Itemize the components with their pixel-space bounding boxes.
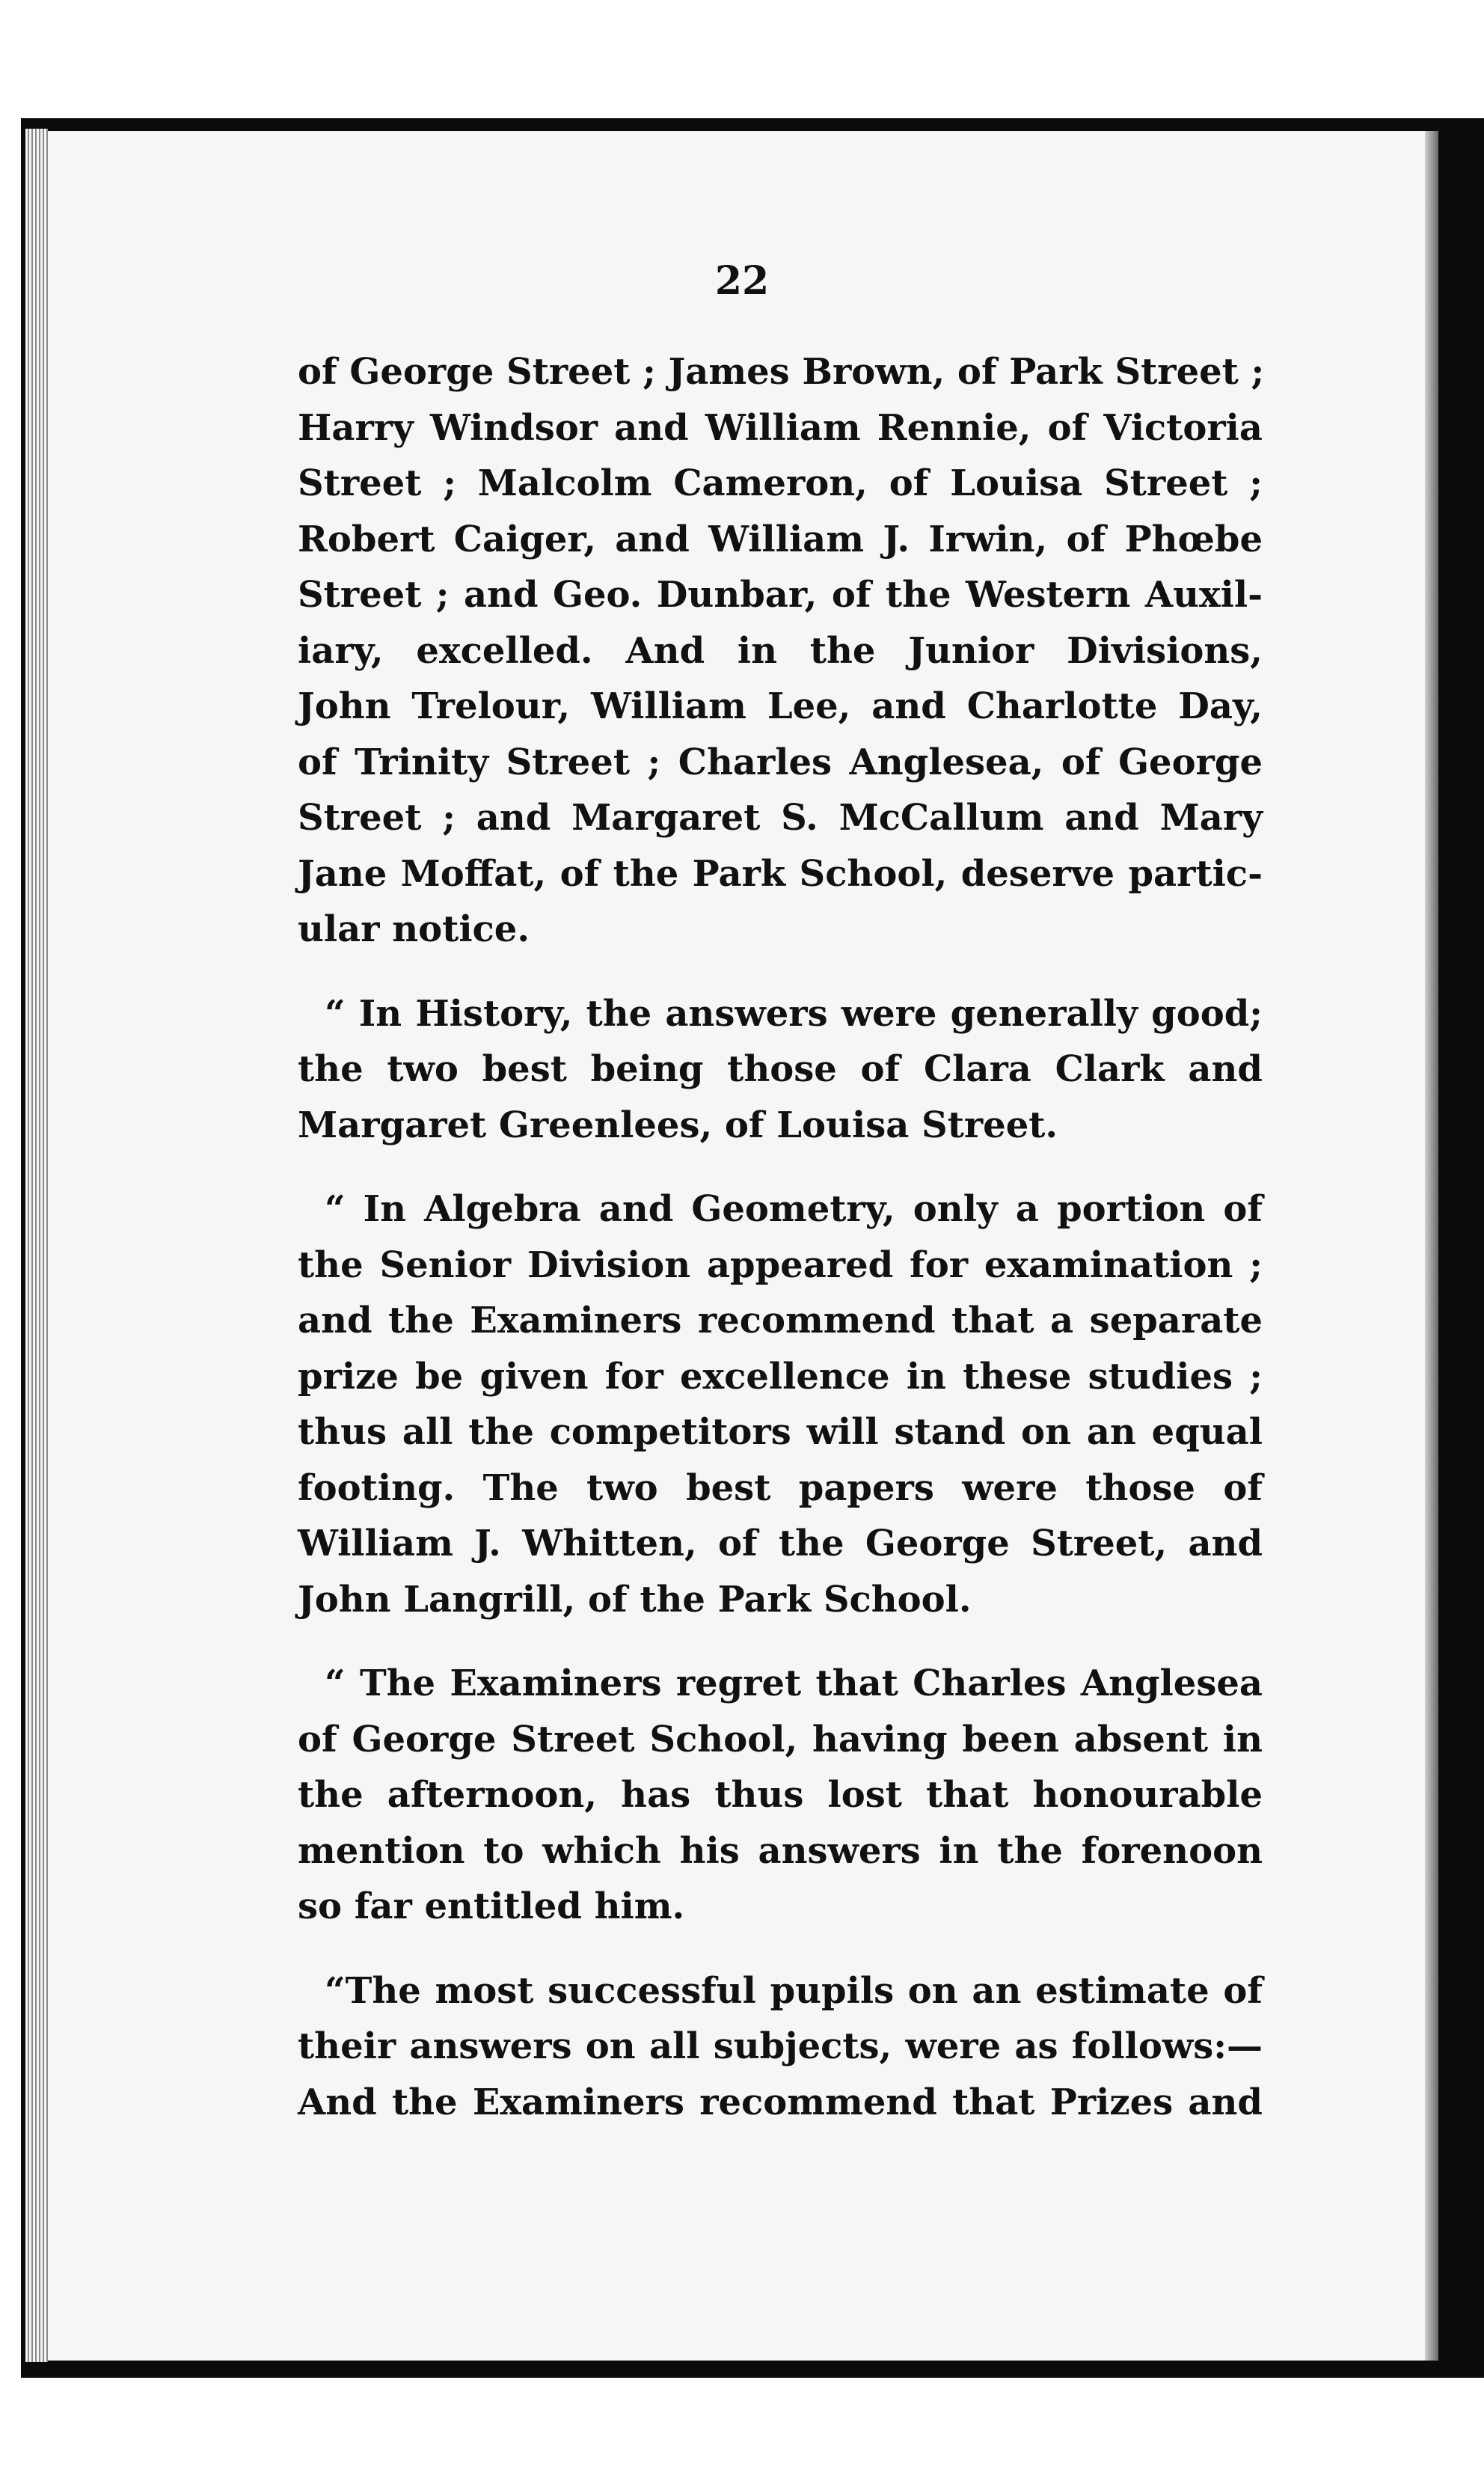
text-line: of George Street ; James Brown, of Park Street ; — [298, 351, 1265, 393]
text-line: Harry Windsor and William Rennie, of Victoria — [298, 406, 1263, 449]
text-line: Street ; Malcolm Cameron, of Louisa Street ; — [298, 462, 1263, 504]
text-line: thus all the competitors will stand on an equal — [298, 1411, 1263, 1453]
paragraph-1 — [298, 344, 1263, 958]
page-number: 22 — [714, 258, 770, 304]
text-line: Margaret Greenlees, of Louisa Street. — [298, 1104, 1058, 1146]
text-line: iary, excelled. And in the Junior Divisions, — [298, 629, 1263, 672]
paragraph-4 — [298, 1656, 1263, 1935]
text-line: the two best being those of Clara Clark and — [298, 1048, 1263, 1090]
text-line: John Trelour, William Lee, and Charlotte Day, — [298, 685, 1263, 727]
page-gutter-shadow — [1425, 131, 1438, 2361]
text-line: prize be given for excellence in these studies ; — [298, 1355, 1263, 1398]
paragraph-3 — [298, 1181, 1263, 1627]
text-line: mention to which his answers in the forenoon — [298, 1829, 1263, 1872]
text-line: and the Examiners recommend that a separate — [298, 1300, 1263, 1342]
paragraph-5 — [298, 1963, 1263, 2131]
text-line: “The most successful pupils on an estimate of — [325, 1969, 1263, 2012]
text-line: “ In Algebra and Geometry, only a portion of — [325, 1188, 1263, 1230]
text-line: so far entitled him. — [298, 1885, 685, 1927]
text-line: And the Examiners recommend that Prizes and — [298, 2081, 1263, 2123]
text-line: Street ; and Geo. Dunbar, of the Western Auxil- — [298, 574, 1263, 616]
text-line: their answers on all subjects, were as follows:— — [298, 2025, 1263, 2067]
paragraph-2 — [298, 986, 1263, 1154]
text-line: William J. Whitten, of the George Street, and — [298, 1523, 1263, 1564]
text-line: “ In History, the answers were generally good; — [325, 992, 1263, 1035]
book-page-edges — [25, 129, 48, 2362]
text-line: John Langrill, of the Park School. — [298, 1578, 972, 1621]
text-line: “ The Examiners regret that Charles Anglesea — [325, 1662, 1263, 1704]
text-line: the Senior Division appeared for examination ; — [298, 1243, 1263, 1286]
text-line: Robert Caiger, and William J. Irwin, of Phœbe — [298, 518, 1263, 560]
text-line: of Trinity Street ; Charles Anglesea, of George — [298, 741, 1263, 783]
text-line: Street ; and Margaret S. McCallum and Mary — [298, 797, 1263, 839]
text-line: Jane Moffat, of the Park School, deserve partic- — [298, 852, 1263, 895]
text-line: of George Street School, having been absent in — [298, 1718, 1263, 1760]
text-line: ular notice. — [298, 908, 530, 950]
text-line: the afternoon, has thus lost that honourable — [298, 1774, 1263, 1816]
text-line: footing. The two best papers were those of — [298, 1466, 1263, 1509]
body-text — [298, 254, 1263, 2130]
